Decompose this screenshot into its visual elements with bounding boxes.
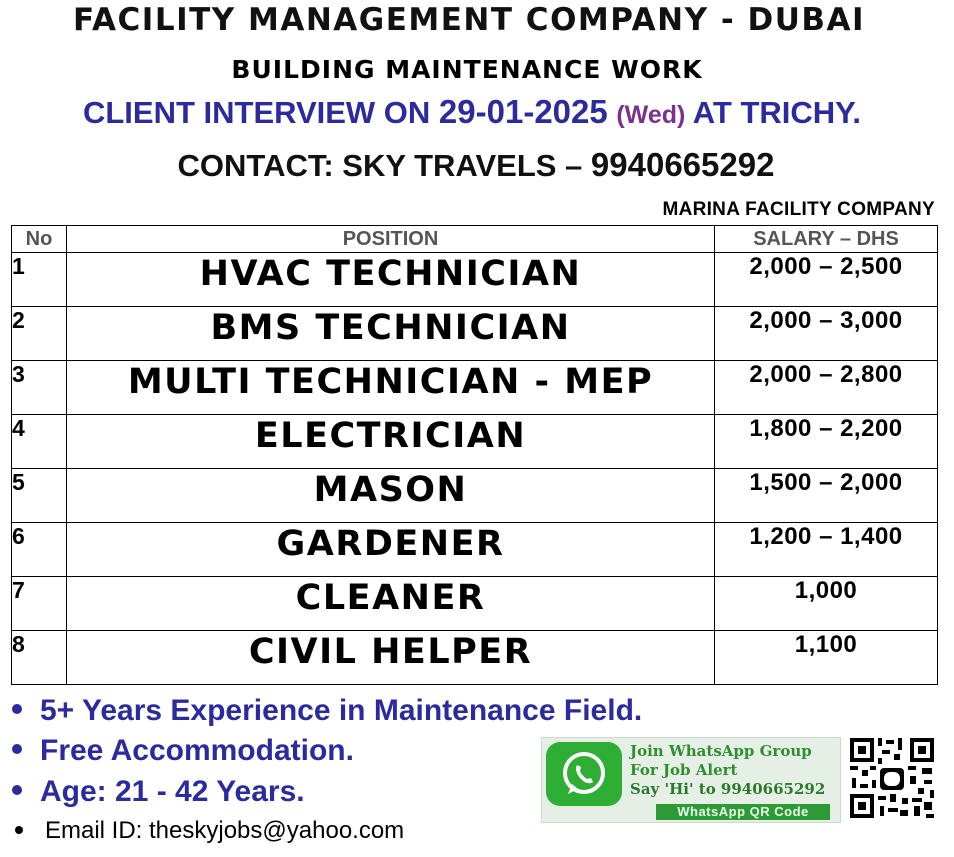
header-position: POSITION <box>67 226 715 253</box>
row-salary: 1,000 <box>715 577 938 631</box>
table-row <box>12 523 938 577</box>
row-position: CIVIL HELPER <box>67 631 715 685</box>
qr-code[interactable] <box>848 736 936 820</box>
row-salary: 1,500 – 2,000 <box>715 469 938 523</box>
table-row <box>12 361 938 415</box>
interview-date: 29-01-2025 <box>438 93 608 130</box>
row-no: 4 <box>12 415 67 469</box>
bullet-icon <box>15 826 23 834</box>
whatsapp-alert-text: For Job Alert <box>630 761 738 779</box>
row-no: 3 <box>12 361 67 415</box>
row-no: 7 <box>12 577 67 631</box>
row-no: 5 <box>12 469 67 523</box>
bullet-text: Free Accommodation. <box>40 734 354 767</box>
bullet-icon <box>12 704 22 714</box>
row-position: ELECTRICIAN <box>67 415 715 469</box>
row-salary: 2,000 – 2,800 <box>715 361 938 415</box>
email-text: Email ID: theskyjobs@yahoo.com <box>45 817 405 844</box>
whatsapp-hi-text: Say 'Hi' to 9940665292 <box>630 780 826 798</box>
row-no: 1 <box>12 253 67 307</box>
whatsapp-join-text: Join WhatsApp Group <box>630 742 812 760</box>
header-no: No <box>12 226 67 253</box>
table-row <box>12 307 938 361</box>
table-row <box>12 415 938 469</box>
whatsapp-banner[interactable] <box>541 737 841 823</box>
list-item <box>15 817 404 845</box>
whatsapp-icon <box>546 742 622 806</box>
contact-line <box>0 146 953 184</box>
row-salary: 2,000 – 3,000 <box>715 307 938 361</box>
company-name: MARINA FACILITY COMPANY <box>662 199 935 220</box>
row-position: MASON <box>67 469 715 523</box>
header-salary: SALARY – DHS <box>715 226 938 253</box>
interview-suffix: AT TRICHY. <box>685 95 862 130</box>
bullet-text: Age: 21 - 42 Years. <box>40 775 305 808</box>
row-position: GARDENER <box>67 523 715 577</box>
row-salary: 1,800 – 2,200 <box>715 415 938 469</box>
table-row <box>12 577 938 631</box>
list-item <box>12 734 354 768</box>
bullet-icon <box>12 744 22 754</box>
row-position: HVAC TECHNICIAN <box>67 253 715 307</box>
interview-day: (Wed) <box>616 101 686 129</box>
page-title: FACILITY MANAGEMENT COMPANY - DUBAI <box>72 2 866 38</box>
table-row <box>12 631 938 685</box>
whatsapp-qr-label: WhatsApp QR Code <box>656 804 830 820</box>
interview-line <box>0 93 949 131</box>
interview-prefix: CLIENT INTERVIEW ON <box>82 95 439 130</box>
contact-prefix: CONTACT: SKY TRAVELS – <box>177 148 591 183</box>
row-no: 2 <box>12 307 67 361</box>
contact-phone: 9940665292 <box>590 146 775 183</box>
row-salary: 1,100 <box>715 631 938 685</box>
list-item <box>12 775 305 809</box>
row-no: 8 <box>12 631 67 685</box>
bullet-text: 5+ Years Experience in Maintenance Field. <box>40 694 643 727</box>
row-salary: 2,000 – 2,500 <box>715 253 938 307</box>
table-row <box>12 253 938 307</box>
table-header-row <box>12 226 938 253</box>
row-position: BMS TECHNICIAN <box>67 307 715 361</box>
row-position: MULTI TECHNICIAN - MEP <box>67 361 715 415</box>
table-row <box>12 469 938 523</box>
positions-table <box>11 225 938 685</box>
page-subtitle: BUILDING MAINTENANCE WORK <box>231 55 703 84</box>
list-item <box>12 694 642 728</box>
row-salary: 1,200 – 1,400 <box>715 523 938 577</box>
bullet-icon <box>12 785 22 795</box>
row-no: 6 <box>12 523 67 577</box>
row-position: CLEANER <box>67 577 715 631</box>
